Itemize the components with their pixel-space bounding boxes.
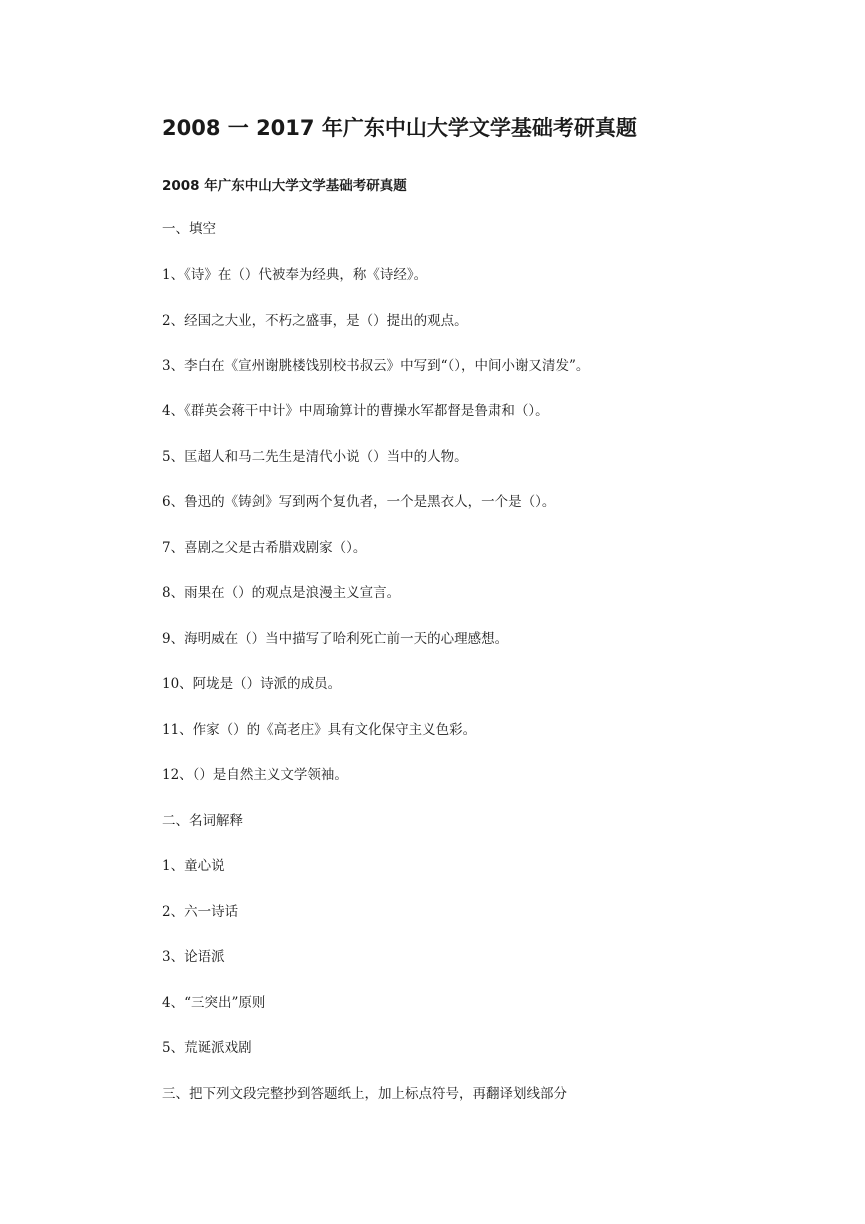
question-item: 7、喜剧之父是古希腊戏剧家（）。 <box>162 540 367 556</box>
document-subtitle: 2008 年广东中山大学文学基础考研真题 <box>162 178 407 194</box>
term-item: 1、童心说 <box>162 858 225 874</box>
question-item: 10、阿垅是（）诗派的成员。 <box>162 676 342 692</box>
question-item: 1、《诗》在（）代被奉为经典，称《诗经》。 <box>162 267 428 283</box>
document-title: 2008 一 2017 年广东中山大学文学基础考研真题 <box>162 116 637 140</box>
section-heading-punctuation: 三、把下列文段完整抄到答题纸上，加上标点符号，再翻译划线部分 <box>162 1086 567 1102</box>
question-item: 9、海明威在（）当中描写了哈利死亡前一天的心理感想。 <box>162 631 509 647</box>
question-item: 2、经国之大业，不朽之盛事，是（）提出的观点。 <box>162 313 468 329</box>
section-heading-terms: 二、名词解释 <box>162 813 243 829</box>
term-item: 2、六一诗话 <box>162 904 239 920</box>
term-item: 5、荒诞派戏剧 <box>162 1040 252 1056</box>
question-item: 4、《群英会蒋干中计》中周瑜算计的曹操水军都督是鲁肃和（）。 <box>162 403 549 419</box>
question-item: 5、匡超人和马二先生是清代小说（）当中的人物。 <box>162 449 468 465</box>
question-item: 8、雨果在（）的观点是浪漫主义宣言。 <box>162 585 401 601</box>
question-item: 12、（）是自然主义文学领袖。 <box>162 767 348 783</box>
question-item: 3、李白在《宣州谢朓楼饯别校书叔云》中写到“（），中间小谢又清发”。 <box>162 358 590 374</box>
question-item: 11、作家（）的《高老庄》具有文化保守主义色彩。 <box>162 722 477 738</box>
question-item: 6、鲁迅的《铸剑》写到两个复仇者，一个是黑衣人，一个是（）。 <box>162 494 556 510</box>
term-item: 4、“三突出”原则 <box>162 995 266 1011</box>
section-heading-fill-in: 一、填空 <box>162 221 216 237</box>
term-item: 3、论语派 <box>162 949 225 965</box>
